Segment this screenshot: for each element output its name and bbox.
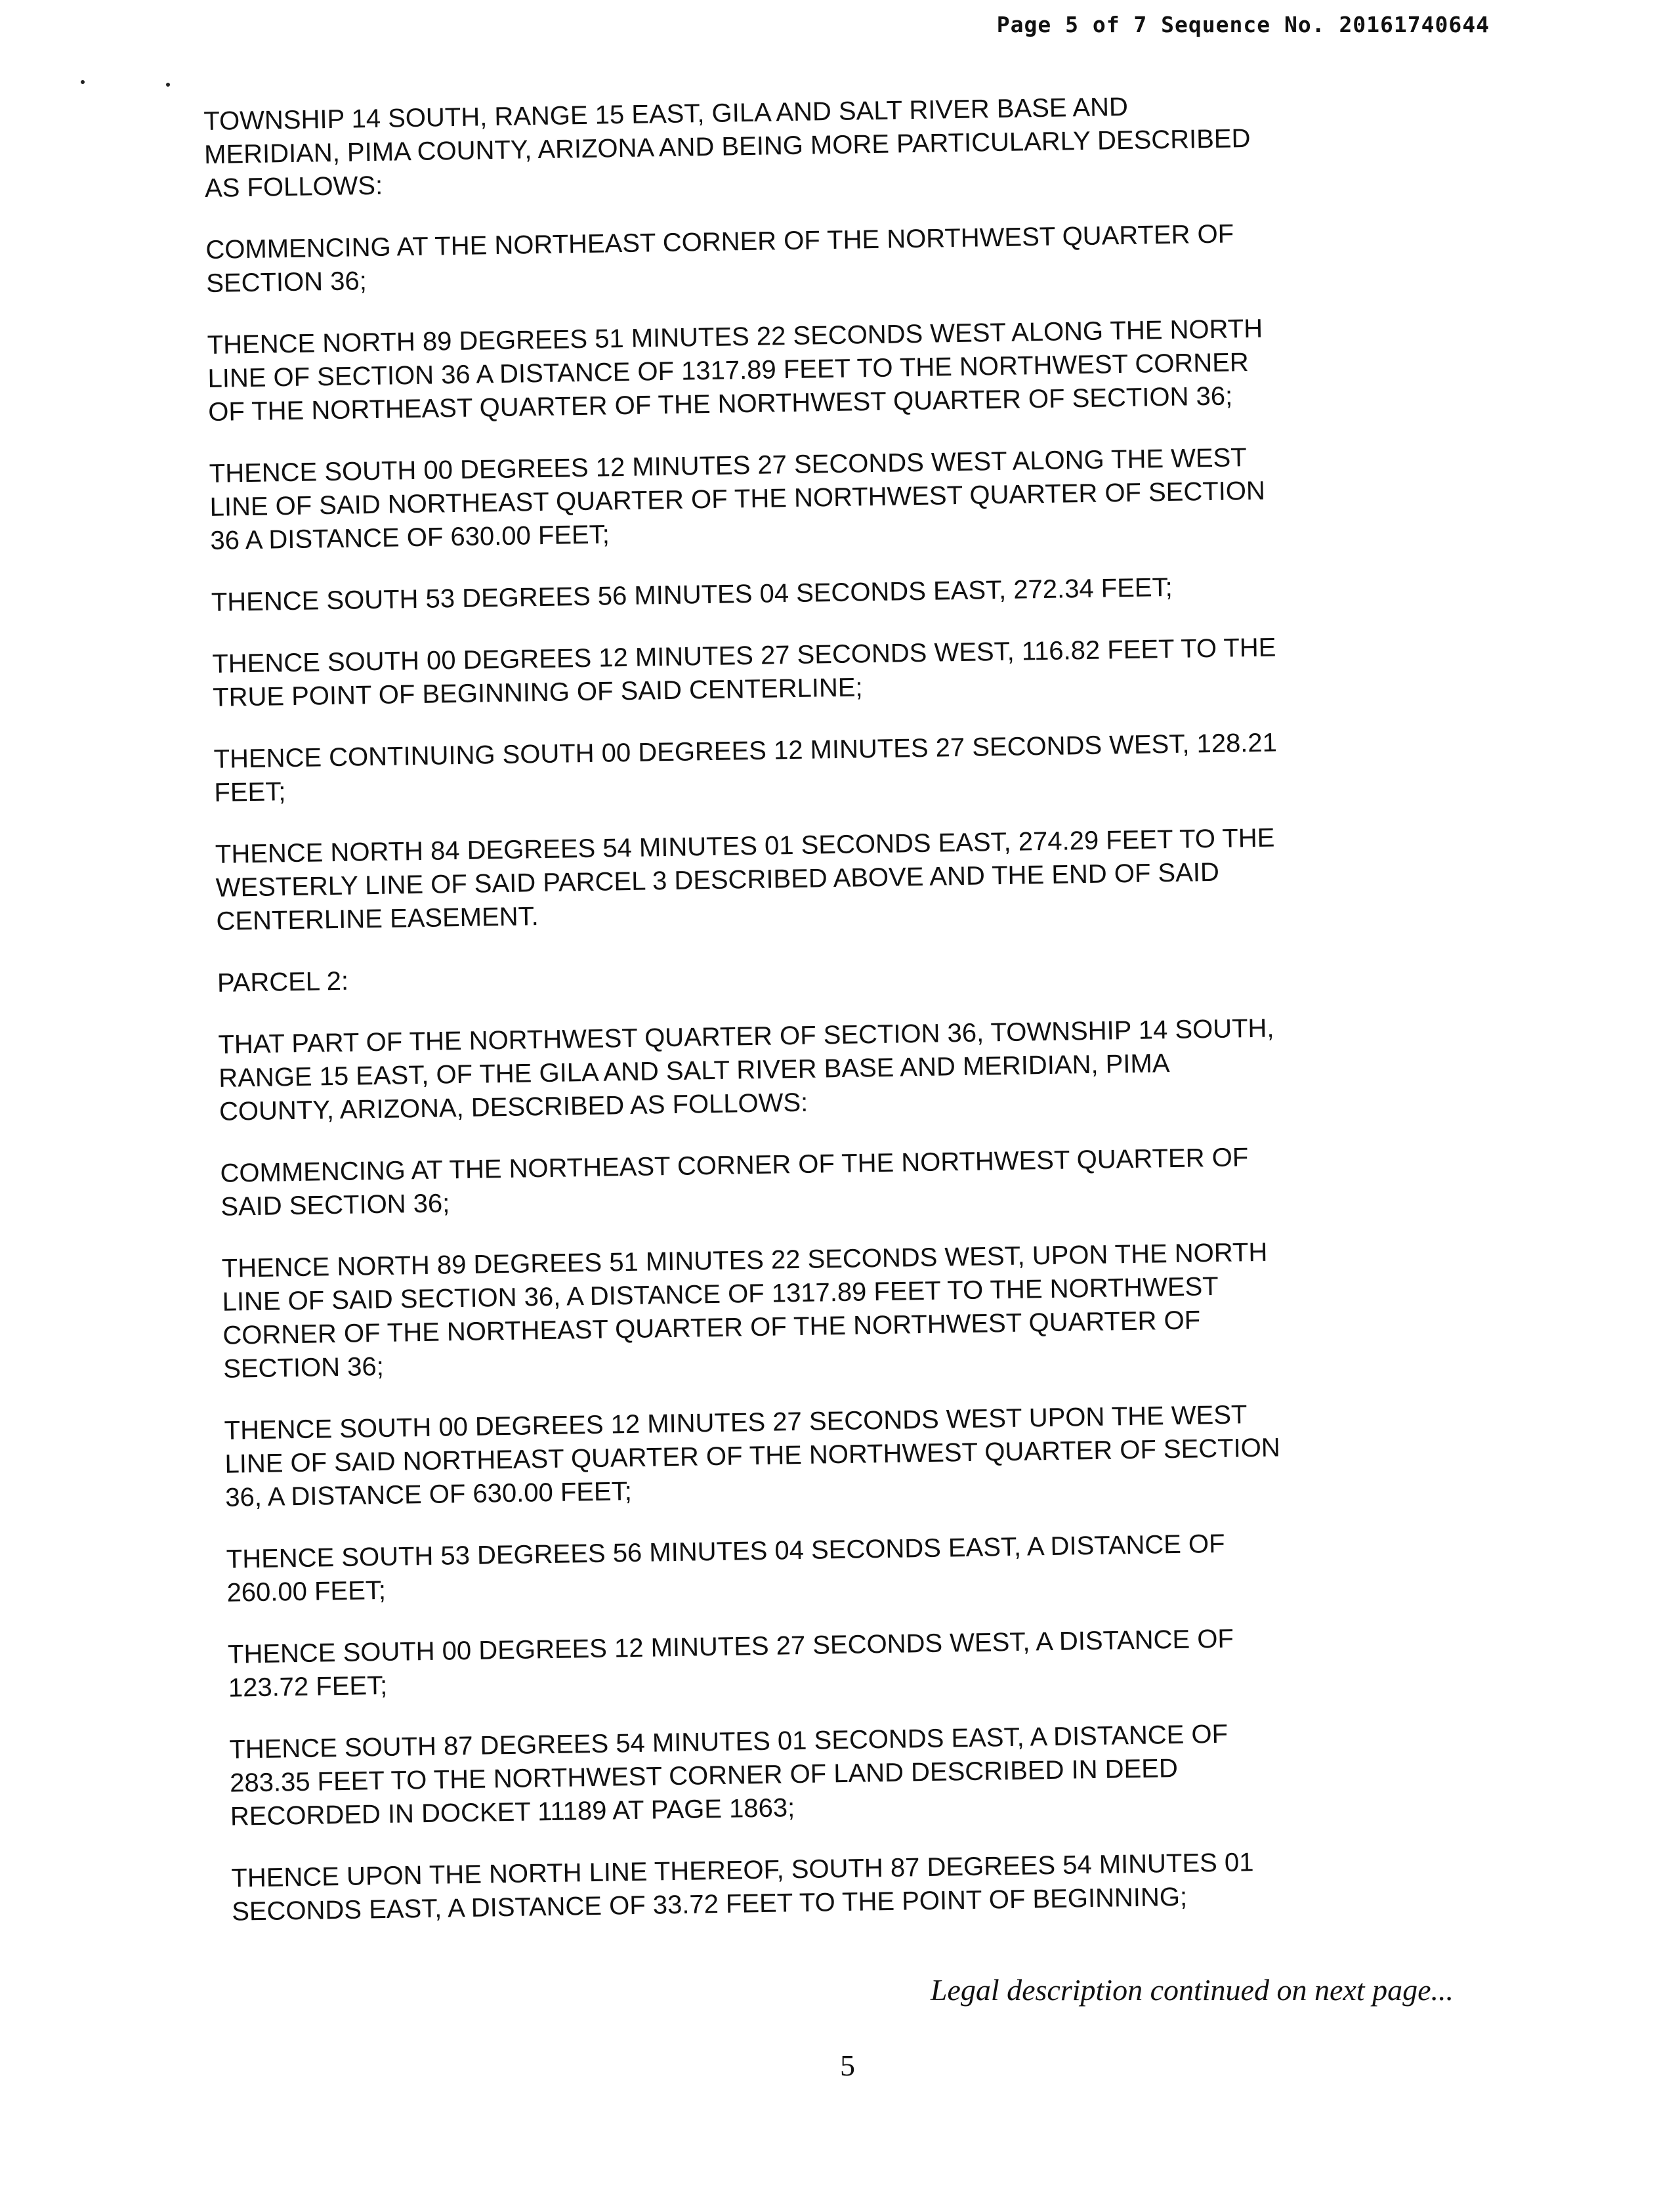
legal-paragraph: THENCE NORTH 84 DEGREES 54 MINUTES 01 SECONDS EAST, 274.29 FEET TO THE WESTERLY LINE OF SAID PARCEL 3 DESCRIBED ABOVE AND THE END OF SAID CENTERLINE EASEMENT. [215, 823, 1275, 936]
page-number: 5 [840, 2049, 855, 2082]
legal-paragraph: THENCE NORTH 89 DEGREES 51 MINUTES 22 SECONDS WEST ALONG THE NORTH LINE OF SECTION 36 A DISTANCE OF 1317.89 FEET TO THE NORTHWEST CORNER OF THE NORTHEAST QUARTER OF THE NORTHWEST QUARTER OF SECTION 36; [207, 314, 1263, 427]
legal-paragraph: THENCE SOUTH 87 DEGREES 54 MINUTES 01 SECONDS EAST, A DISTANCE OF 283.35 FEET TO THE NORTHWEST CORNER OF LAND DESCRIBED IN DEED RECORDED IN DOCKET 11189 AT PAGE 1863; [229, 1719, 1228, 1831]
legal-paragraph: THENCE CONTINUING SOUTH 00 DEGREES 12 MINUTES 27 SECONDS WEST, 128.21 FEET; [213, 728, 1278, 807]
continued-note: Legal description continued on next page... [930, 1973, 1454, 2007]
legal-description-body [203, 87, 1387, 1957]
page-header-stamp: Page 5 of 7 Sequence No. 20161740644 [996, 12, 1490, 37]
legal-paragraph: COMMENCING AT THE NORTHEAST CORNER OF THE NORTHWEST QUARTER OF SECTION 36; [205, 219, 1234, 298]
legal-paragraph: THENCE SOUTH 00 DEGREES 12 MINUTES 27 SECONDS WEST, 116.82 FEET TO THE TRUE POINT OF BEGINNING OF SAID CENTERLINE; [212, 633, 1276, 712]
parcel-heading: PARCEL 2: [217, 966, 349, 998]
legal-paragraph: THENCE UPON THE NORTH LINE THEREOF, SOUTH 87 DEGREES 54 MINUTES 01 SECONDS EAST, A DISTANCE OF 33.72 FEET TO THE POINT OF BEGINNING; [231, 1848, 1254, 1927]
legal-paragraph: THENCE SOUTH 53 DEGREES 56 MINUTES 04 SECONDS EAST, 272.34 FEET; [211, 572, 1173, 617]
scan-speck [81, 80, 85, 84]
legal-paragraph: THAT PART OF THE NORTHWEST QUARTER OF SECTION 36, TOWNSHIP 14 SOUTH, RANGE 15 EAST, OF THE GILA AND SALT RIVER BASE AND MERIDIAN, PIMA COUNTY, ARIZONA, DESCRIBED AS FOLLOWS: [218, 1013, 1274, 1126]
legal-paragraph: THENCE NORTH 89 DEGREES 51 MINUTES 22 SECONDS WEST, UPON THE NORTH LINE OF SAID SECTION 36, A DISTANCE OF 1317.89 FEET TO THE NORTHWEST CORNER OF THE NORTHEAST QUARTER OF THE NORTHWEST QUARTER OF SECTION 36; [221, 1237, 1268, 1384]
legal-paragraph: COMMENCING AT THE NORTHEAST CORNER OF THE NORTHWEST QUARTER OF SAID SECTION 36; [220, 1143, 1249, 1222]
scan-speck [166, 83, 170, 87]
legal-paragraph: THENCE SOUTH 00 DEGREES 12 MINUTES 27 SECONDS WEST ALONG THE WEST LINE OF SAID NORTHEAST QUARTER OF THE NORTHWEST QUARTER OF SECTION 36 A DISTANCE OF 630.00 FEET; [209, 443, 1266, 555]
legal-paragraph: THENCE SOUTH 00 DEGREES 12 MINUTES 27 SECONDS WEST UPON THE WEST LINE OF SAID NORTHEAST QUARTER OF THE NORTHWEST QUARTER OF SECTION 36, A DISTANCE OF 630.00 FEET; [224, 1400, 1281, 1512]
legal-paragraph: THENCE SOUTH 00 DEGREES 12 MINUTES 27 SECONDS WEST, A DISTANCE OF 123.72 FEET; [227, 1624, 1234, 1703]
legal-paragraph: THENCE SOUTH 53 DEGREES 56 MINUTES 04 SECONDS EAST, A DISTANCE OF 260.00 FEET; [226, 1529, 1225, 1608]
legal-paragraph: TOWNSHIP 14 SOUTH, RANGE 15 EAST, GILA AND SALT RIVER BASE AND MERIDIAN, PIMA COUNTY, ARIZONA AND BEING MORE PARTICULARLY DESCRIBED AS FOLLOWS: [203, 92, 1251, 203]
